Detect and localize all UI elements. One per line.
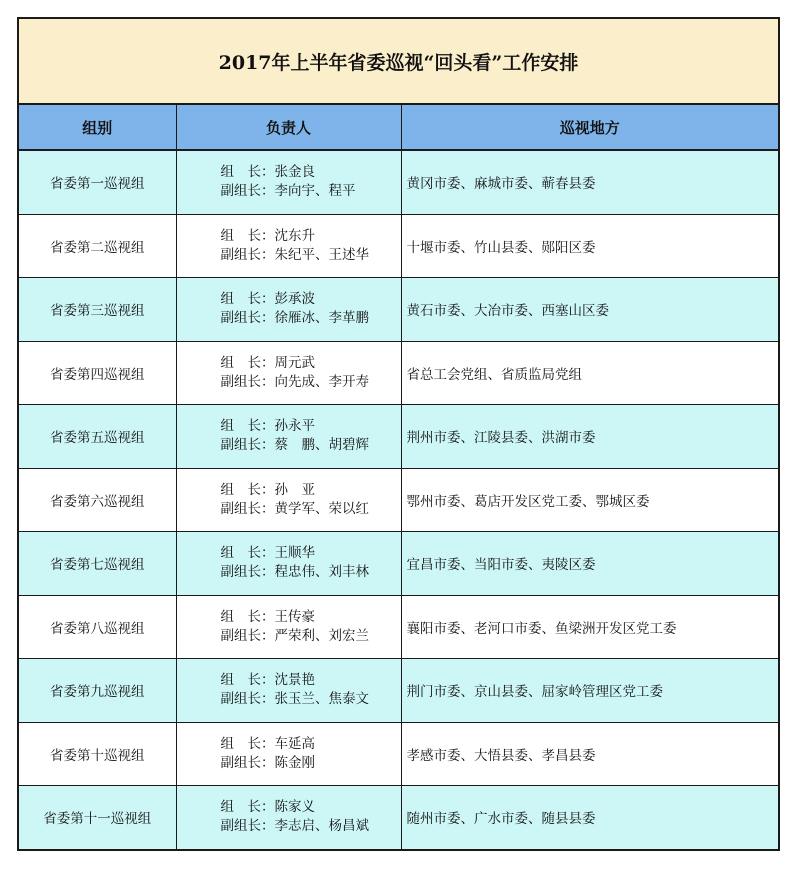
places-cell: 襄阳市委、老河口市委、鱼梁洲开发区党工委 (401, 595, 778, 659)
leader-name: 张金良 (274, 164, 315, 181)
column-header-group: 组别 (19, 105, 176, 150)
leader-name: 周元武 (274, 354, 315, 371)
deputy-line (199, 817, 401, 836)
leader-cell (176, 150, 401, 214)
deputy-role-label: 副组长： (220, 564, 275, 581)
deputy-role-label: 副组长： (220, 691, 275, 708)
deputy-role-label: 副组长： (220, 437, 275, 454)
deputy-names: 陈金刚 (274, 754, 315, 771)
leader-line (199, 735, 401, 754)
deputy-line (199, 500, 401, 519)
schedule-table (19, 105, 778, 849)
deputy-names: 黄学军、荣以红 (274, 500, 369, 517)
leader-role-label: 组 长： (220, 164, 275, 181)
leader-cell (176, 659, 401, 723)
deputy-role-label: 副组长： (220, 310, 275, 327)
leader-line (199, 544, 401, 563)
group-cell: 省委第九巡视组 (19, 659, 176, 723)
schedule-sheet (17, 17, 780, 851)
places-cell: 鄂州市委、葛店开发区党工委、鄂城区委 (401, 468, 778, 532)
leader-cell (176, 278, 401, 342)
deputy-names: 徐雁冰、李革鹏 (274, 310, 369, 327)
deputy-role-label: 副组长： (220, 500, 275, 517)
table-header-row (19, 105, 778, 150)
leader-cell (176, 722, 401, 786)
leader-cell (176, 405, 401, 469)
leader-line (199, 798, 401, 817)
column-header-leader: 负责人 (176, 105, 401, 150)
leader-name: 孙永平 (274, 418, 315, 435)
leader-role-label: 组 长： (220, 354, 275, 371)
deputy-names: 朱纪平、王述华 (274, 246, 369, 263)
deputy-names: 李向宇、程平 (274, 183, 356, 200)
places-cell: 黄冈市委、麻城市委、蕲春县委 (401, 150, 778, 214)
leader-cell (176, 786, 401, 849)
places-cell: 荆门市委、京山县委、屈家岭管理区党工委 (401, 659, 778, 723)
leader-role-label: 组 长： (220, 735, 275, 752)
table-row (19, 468, 778, 532)
places-cell: 宜昌市委、当阳市委、夷陵区委 (401, 532, 778, 596)
leader-name: 车延高 (274, 735, 315, 752)
group-cell: 省委第十巡视组 (19, 722, 176, 786)
leader-line (199, 417, 401, 436)
group-cell: 省委第四巡视组 (19, 341, 176, 405)
leader-role-label: 组 长： (220, 291, 275, 308)
leader-line (199, 608, 401, 627)
leader-role-label: 组 长： (220, 608, 275, 625)
group-cell: 省委第二巡视组 (19, 214, 176, 278)
leader-role-label: 组 长： (220, 227, 275, 244)
table-row (19, 278, 778, 342)
deputy-names: 张玉兰、焦泰文 (274, 691, 369, 708)
group-cell: 省委第七巡视组 (19, 532, 176, 596)
leader-cell (176, 468, 401, 532)
deputy-names: 蔡 鹏、胡碧辉 (274, 437, 369, 454)
table-row (19, 595, 778, 659)
deputy-line (199, 754, 401, 773)
places-cell: 省总工会党组、省质监局党组 (401, 341, 778, 405)
page-title: 2017年上半年省委巡视“回头看”工作安排 (19, 19, 778, 105)
leader-name: 陈家义 (274, 799, 315, 816)
group-cell: 省委第八巡视组 (19, 595, 176, 659)
places-cell: 孝感市委、大悟县委、孝昌县委 (401, 722, 778, 786)
deputy-line (199, 246, 401, 265)
deputy-names: 李志启、杨昌斌 (274, 818, 369, 835)
table-row (19, 150, 778, 214)
leader-name: 王顺华 (274, 545, 315, 562)
leader-name: 沈东升 (274, 227, 315, 244)
leader-role-label: 组 长： (220, 799, 275, 816)
deputy-line (199, 690, 401, 709)
group-cell: 省委第一巡视组 (19, 150, 176, 214)
table-row (19, 405, 778, 469)
leader-line (199, 227, 401, 246)
deputy-role-label: 副组长： (220, 754, 275, 771)
leader-role-label: 组 长： (220, 672, 275, 689)
deputy-role-label: 副组长： (220, 627, 275, 644)
deputy-line (199, 627, 401, 646)
group-cell: 省委第三巡视组 (19, 278, 176, 342)
deputy-names: 向先成、李开寿 (274, 373, 369, 390)
group-cell: 省委第六巡视组 (19, 468, 176, 532)
deputy-line (199, 373, 401, 392)
leader-cell (176, 341, 401, 405)
deputy-names: 严荣利、刘宏兰 (274, 627, 369, 644)
places-cell: 荆州市委、江陵县委、洪湖市委 (401, 405, 778, 469)
leader-name: 孙 亚 (274, 481, 315, 498)
places-cell: 随州市委、广水市委、随县县委 (401, 786, 778, 849)
column-header-places: 巡视地方 (401, 105, 778, 150)
leader-name: 王传豪 (274, 608, 315, 625)
leader-line (199, 481, 401, 500)
deputy-role-label: 副组长： (220, 373, 275, 390)
table-row (19, 532, 778, 596)
table-row (19, 786, 778, 849)
leader-role-label: 组 长： (220, 418, 275, 435)
deputy-line (199, 563, 401, 582)
leader-cell (176, 214, 401, 278)
leader-role-label: 组 长： (220, 481, 275, 498)
group-cell: 省委第五巡视组 (19, 405, 176, 469)
places-cell: 黄石市委、大冶市委、西塞山区委 (401, 278, 778, 342)
leader-cell (176, 532, 401, 596)
deputy-line (199, 182, 401, 201)
leader-line (199, 354, 401, 373)
leader-line (199, 290, 401, 309)
deputy-role-label: 副组长： (220, 818, 275, 835)
deputy-role-label: 副组长： (220, 246, 275, 263)
deputy-line (199, 436, 401, 455)
places-cell: 十堰市委、竹山县委、郧阳区委 (401, 214, 778, 278)
leader-line (199, 163, 401, 182)
deputy-line (199, 309, 401, 328)
leader-name: 彭承波 (274, 291, 315, 308)
deputy-names: 程忠伟、刘丰林 (274, 564, 369, 581)
table-row (19, 659, 778, 723)
leader-cell (176, 595, 401, 659)
leader-role-label: 组 长： (220, 545, 275, 562)
leader-name: 沈景艳 (274, 672, 315, 689)
table-row (19, 722, 778, 786)
table-row (19, 214, 778, 278)
table-row (19, 341, 778, 405)
group-cell: 省委第十一巡视组 (19, 786, 176, 849)
leader-line (199, 671, 401, 690)
deputy-role-label: 副组长： (220, 183, 275, 200)
